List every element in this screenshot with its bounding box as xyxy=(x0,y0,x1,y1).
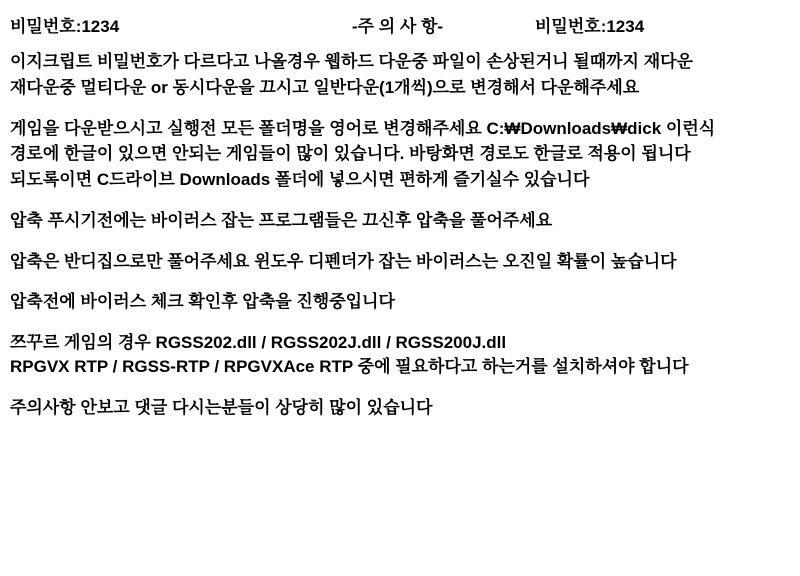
notice-paragraph xyxy=(10,210,790,232)
notice-paragraph xyxy=(10,251,790,273)
notice-line: 압축은 반디집으로만 풀어주세요 윈도우 디펜더가 잡는 바이러스는 오진일 확률이 높습니다 xyxy=(10,251,677,271)
notice-line: 되도록이면 C드라이브 Downloads 폴더에 넣으시면 편하게 즐기실수 있습니다 xyxy=(10,170,590,189)
notice-title: -주 의 사 항- xyxy=(351,17,444,36)
password-label-left: 비밀번호:1234 xyxy=(10,17,120,36)
notice-line: 게임을 다운받으시고 실행전 모든 폴더명을 영어로 변경해주세요 C:₩Downloads₩dick 이런식 xyxy=(10,118,716,138)
notice-header xyxy=(10,12,790,37)
notice-line: RPGVX RTP / RGSS-RTP / RPGVXAce RTP 중에 필요하다고 하는거를 설치하셔야 합니다 xyxy=(10,356,689,376)
notice-line: 이지크립트 비밀번호가 다르다고 나올경우 웹하드 다운중 파일이 손상된거니 될때까지 재다운 xyxy=(10,52,693,71)
notice-body xyxy=(10,51,790,418)
notice-paragraph xyxy=(10,51,790,99)
notice-line: 압축전에 바이러스 체크 확인후 압축을 진행중입니다 xyxy=(10,292,395,312)
notice-paragraph xyxy=(10,332,790,378)
notice-line: 쯔꾸르 게임의 경우 RGSS202.dll / RGSS202J.dll / RGSS200J.dll xyxy=(10,333,507,352)
notice-paragraph xyxy=(10,397,790,419)
password-label-right: 비밀번호:1234 xyxy=(535,17,645,36)
notice-paragraph xyxy=(10,118,790,191)
notice-line: 경로에 한글이 있으면 안되는 게임들이 많이 있습니다. 바탕화면 경로도 한글로 적용이 됩니다 xyxy=(10,144,691,164)
notice-line: 압축 푸시기전에는 바이러스 잡는 프로그램들은 끄신후 압축을 풀어주세요 xyxy=(10,210,553,230)
notice-line: 재다운중 멀티다운 or 동시다운을 끄시고 일반다운(1개씩)으로 변경해서 다운해주세요 xyxy=(10,77,640,97)
notice-paragraph xyxy=(10,291,790,313)
notice-line: 주의사항 안보고 댓글 다시는분들이 상당히 많이 있습니다 xyxy=(10,397,433,417)
